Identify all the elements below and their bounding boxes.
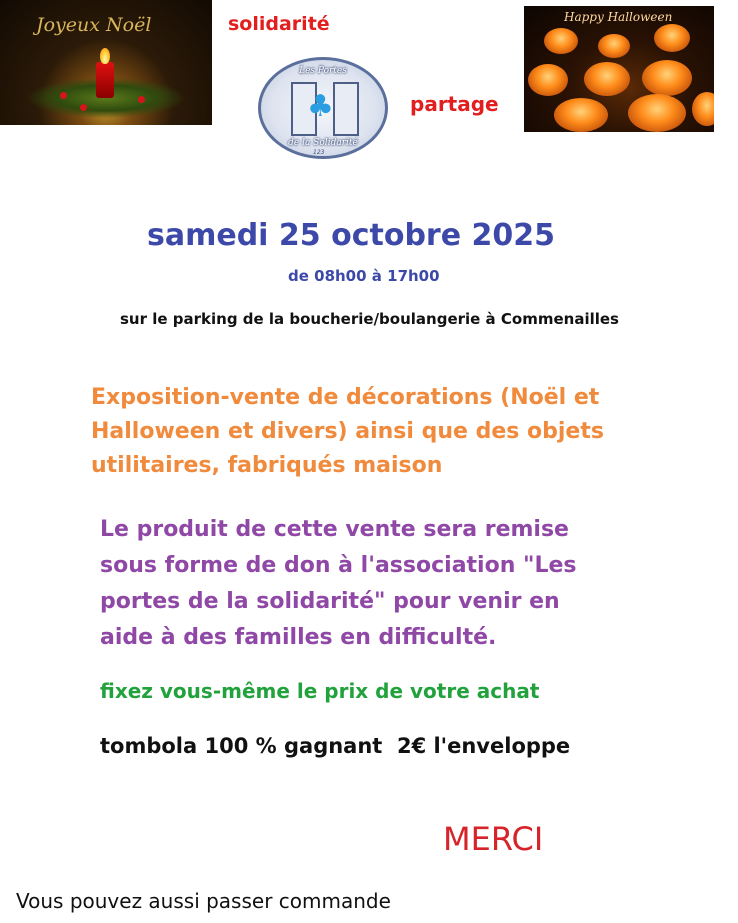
pumpkin-icon — [654, 24, 690, 52]
right-door-icon — [333, 82, 359, 136]
pumpkin-icon — [528, 64, 568, 96]
donation-line: Le produit de cette vente sera remise — [100, 517, 569, 542]
donation-line: sous forme de don à l'association "Les — [100, 553, 577, 578]
halloween-image — [524, 6, 714, 132]
donation-paragraph — [100, 512, 700, 656]
exposition-line: Halloween et divers) ainsi que des objets — [91, 419, 604, 444]
donation-line: aide à des familles en difficulté. — [100, 625, 497, 650]
donation-line: portes de la solidarité" pour venir en — [100, 589, 560, 614]
pumpkin-icon — [544, 28, 578, 54]
logo-bottom-text: de la Solidarité — [288, 138, 358, 148]
association-logo — [258, 57, 388, 159]
christmas-image-title: Joyeux Noël — [36, 14, 152, 36]
solidarite-label: solidarité — [228, 13, 330, 35]
tombola-note: tombola 100 % gagnant 2€ l'enveloppe — [100, 734, 571, 758]
pumpkin-icon — [554, 98, 608, 132]
order-note: Vous pouvez aussi passer commande — [16, 889, 391, 913]
christmas-image — [0, 0, 212, 125]
candle-icon — [96, 62, 114, 98]
pumpkin-icon — [642, 60, 692, 96]
exposition-paragraph — [91, 381, 691, 483]
pumpkin-icon — [628, 94, 686, 132]
thanks-label: MERCI — [443, 820, 544, 858]
berry — [80, 104, 87, 111]
berry — [138, 96, 145, 103]
exposition-line: utilitaires, fabriqués maison — [91, 453, 443, 478]
clover-icon: ♣ — [307, 89, 334, 124]
pumpkin-icon — [584, 62, 630, 96]
event-date: samedi 25 octobre 2025 — [147, 218, 556, 253]
price-note: fixez vous-même le prix de votre achat — [100, 679, 540, 703]
berry — [60, 92, 67, 99]
pumpkin-icon — [692, 92, 714, 126]
partage-label: partage — [410, 92, 499, 116]
flame-icon — [100, 48, 110, 64]
logo-number: 123 — [313, 149, 325, 156]
pumpkin-icon — [598, 34, 630, 58]
exposition-line: Exposition-vente de décorations (Noël et — [91, 385, 600, 410]
logo-top-text: Les Portes — [299, 66, 347, 76]
halloween-image-title: Happy Halloween — [564, 10, 673, 24]
event-place: sur le parking de la boucherie/boulangerie à Commenailles — [120, 310, 619, 328]
event-hours: de 08h00 à 17h00 — [288, 267, 440, 285]
